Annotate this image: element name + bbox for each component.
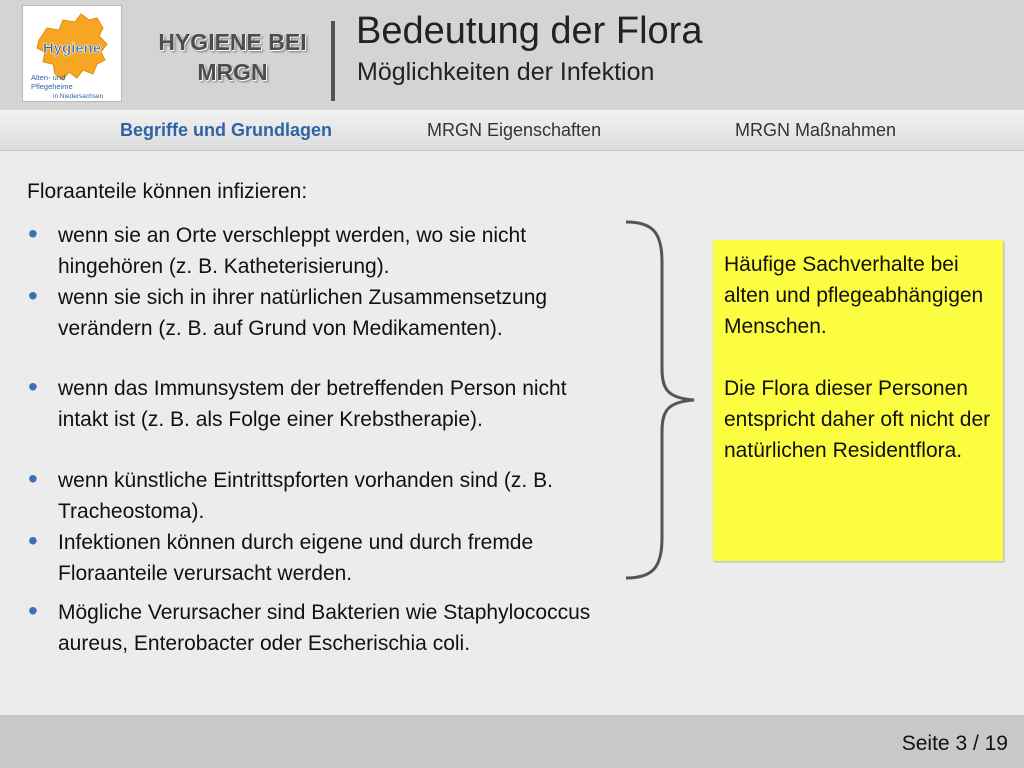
note-paragraph-2: Die Flora dieser Personen entspricht daher oft nicht der natürlichen Residentflora. [724, 377, 991, 462]
list-item-text: wenn künstliche Eintrittspforten vorhanden sind (z. B. Tracheostoma). [58, 469, 553, 523]
logo-line-2: Pflegeheime [31, 82, 73, 91]
bullet-icon: • [28, 525, 38, 556]
curly-brace-icon [620, 218, 700, 582]
intro-text: Floraanteile können infizieren: [27, 180, 308, 203]
highlight-note [713, 240, 1003, 561]
logo-wordmark: Hygiene [42, 40, 102, 57]
list-item [28, 371, 618, 435]
hygiene-logo [22, 5, 122, 102]
logo-line-3: in Niedersachsen [53, 93, 104, 100]
footer-bar [0, 715, 1024, 768]
section-nav [0, 110, 1024, 151]
bullet-icon: • [28, 218, 38, 249]
list-item [28, 463, 618, 527]
header-divider [331, 21, 335, 101]
note-paragraph-1: Häufige Sachverhalte bei alten und pflegeabhängigen Menschen. [724, 253, 984, 338]
bullet-icon: • [28, 371, 38, 402]
logo-line-1: Alten- und [31, 73, 66, 82]
list-item [28, 280, 618, 344]
page-title: Bedeutung der Flora [356, 10, 703, 52]
brand-line-1: HYGIENE BEI [158, 29, 307, 55]
nav-item-mrgn-massnahmen[interactable]: MRGN Maßnahmen [735, 120, 897, 140]
list-item-text: wenn sie sich in ihrer natürlichen Zusammensetzung verändern (z. B. auf Grund von Medikamenten). [58, 286, 548, 340]
list-item-text: wenn sie an Orte verschleppt werden, wo sie nicht hingehören (z. B. Katheterisierung). [58, 224, 527, 278]
list-item-text: Infektionen können durch eigene und durch fremde Floraanteile verursacht werden. [58, 531, 534, 585]
list-item [28, 595, 618, 659]
bullet-icon: • [28, 463, 38, 494]
list-item [28, 525, 618, 589]
bullet-icon: • [28, 280, 38, 311]
list-item-text: wenn das Immunsystem der betreffenden Person nicht intakt ist (z. B. als Folge einer Krebstherapie). [58, 377, 567, 431]
page-subtitle: Möglichkeiten der Infektion [357, 58, 655, 86]
nav-item-mrgn-eigenschaften[interactable]: MRGN Eigenschaften [427, 120, 602, 140]
page-number: Seite 3 / 19 [901, 732, 1008, 755]
list-item-text: Mögliche Verursacher sind Bakterien wie Staphylococcus aureus, Enterobacter oder Escherischia coli. [58, 601, 591, 655]
section-brand [145, 27, 320, 87]
nav-item-begriffe-und-grundlagen[interactable]: Begriffe und Grundlagen [120, 120, 333, 140]
bullet-icon: • [28, 595, 38, 626]
header-bar [0, 0, 1024, 110]
list-item [28, 218, 618, 282]
brand-line-2: MRGN [197, 59, 268, 85]
